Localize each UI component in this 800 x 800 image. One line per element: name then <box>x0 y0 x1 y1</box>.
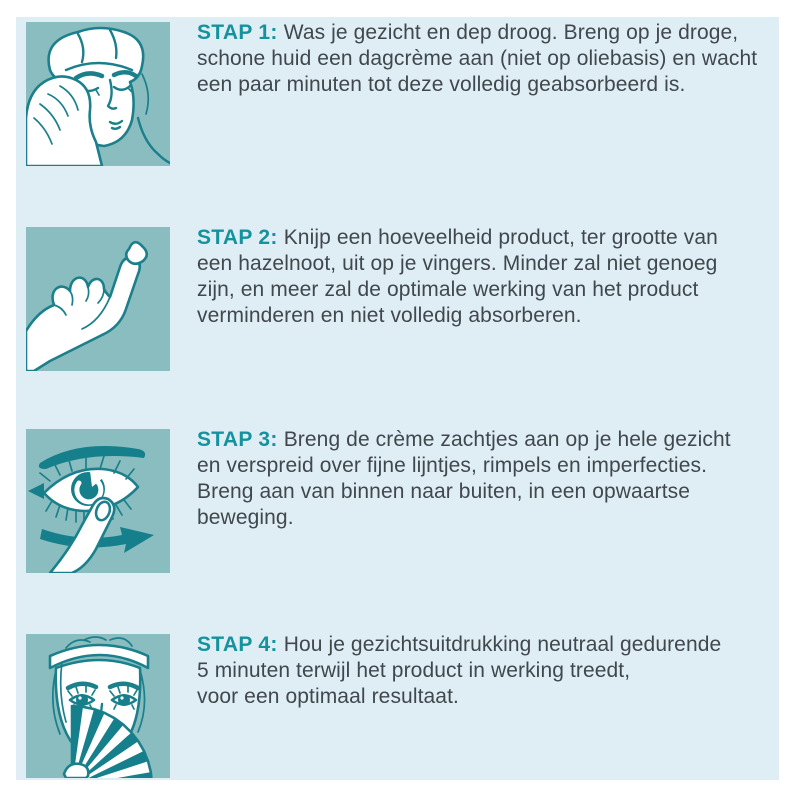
instructions-panel <box>16 17 779 780</box>
step-1-text <box>197 20 772 98</box>
step-4-label: STAP 4: <box>197 633 278 656</box>
step-row-1 <box>26 20 772 166</box>
step-4-illustration <box>26 634 170 778</box>
eye-application-arrow-illustration-icon <box>26 429 170 573</box>
step-3-illustration <box>26 429 170 573</box>
step-4-body: Hou je gezichtsuitdrukking neutraal gedurende 5 minuten terwijl het product in werking treedt, voor een optimaal resultaat. <box>197 633 722 708</box>
step-row-3 <box>26 427 772 573</box>
step-3-label: STAP 3: <box>197 428 278 451</box>
step-1-body: Was je gezicht en dep droog. Breng op je droge, schone huid een dagcrème aan (niet op oliebasis) en wacht een paar minuten tot deze volledig geabsorbeerd is. <box>197 21 758 96</box>
woman-washing-face-illustration-icon <box>26 22 170 166</box>
step-row-2 <box>26 225 772 371</box>
step-4-text <box>197 632 772 710</box>
hand-with-cream-dollop-illustration-icon <box>26 227 170 371</box>
step-2-text <box>197 225 772 329</box>
step-3-body: Breng de crème zachtjes aan op je hele gezicht en verspreid over fijne lijntjes, rimpels en imperfecties. Breng aan van binnen naar buiten, in een opwaartse beweging. <box>197 428 731 529</box>
step-row-4 <box>26 632 772 778</box>
step-2-illustration <box>26 227 170 371</box>
step-2-label: STAP 2: <box>197 226 278 249</box>
step-1-illustration <box>26 22 170 166</box>
step-1-label: STAP 1: <box>197 21 278 44</box>
neutral-face-with-fan-illustration-icon <box>26 634 170 778</box>
step-2-body: Knijp een hoeveelheid product, ter grootte van een hazelnoot, uit op je vingers. Minder zal niet genoeg zijn, en meer zal de optimale werking van het product verminderen en niet volledig absorberen. <box>197 226 718 327</box>
step-3-text <box>197 427 772 531</box>
